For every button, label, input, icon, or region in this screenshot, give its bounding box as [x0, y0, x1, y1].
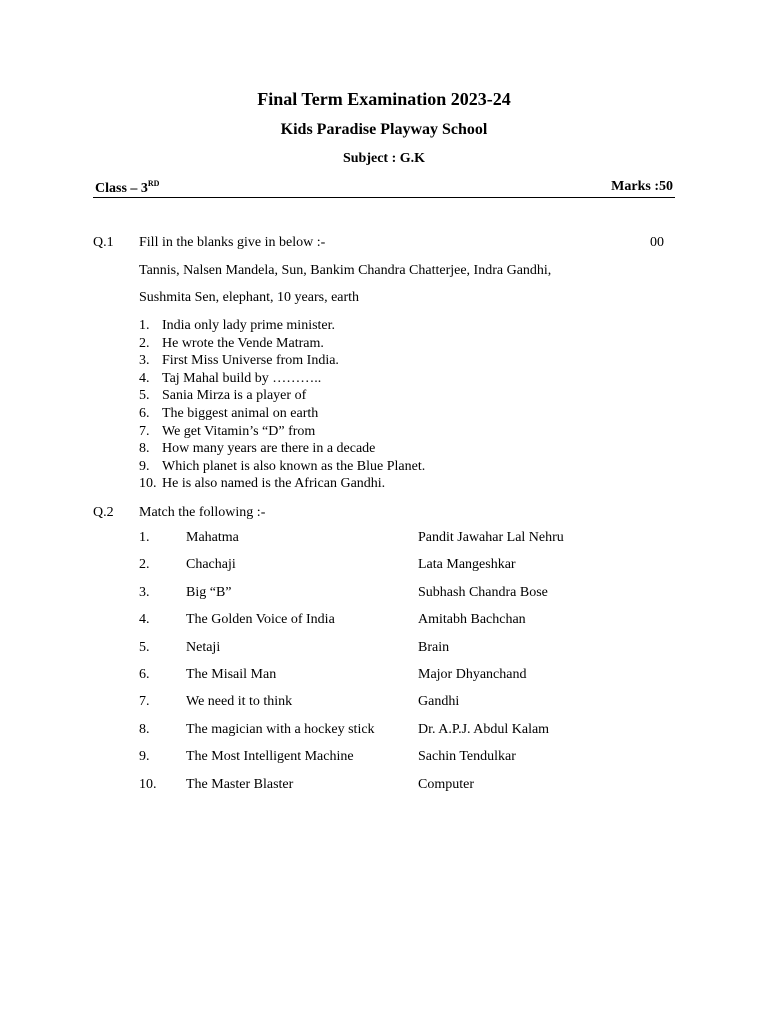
- match-right: Lata Mangeshkar: [418, 557, 516, 573]
- row-number: 1.: [139, 530, 150, 545]
- q1-number: Q.1: [93, 235, 114, 250]
- match-right: Amitabh Bachchan: [418, 612, 526, 628]
- match-left: The Misail Man: [186, 666, 277, 682]
- item-number: 10.: [139, 476, 157, 492]
- list-item: [139, 458, 425, 476]
- list-item: [139, 475, 425, 493]
- class-text: Class – 3: [95, 181, 148, 196]
- match-left: The magician with a hockey stick: [186, 721, 375, 737]
- exam-title: Final Term Examination 2023-24: [257, 89, 511, 109]
- q2-number: Q.2: [93, 505, 114, 520]
- row-number: 6.: [139, 666, 150, 682]
- item-number: 9.: [139, 458, 150, 474]
- item-number: 3.: [139, 353, 150, 369]
- item-text: India only lady prime minister.: [162, 318, 336, 333]
- q1-blank-list: [139, 317, 425, 493]
- item-text: The biggest animal on earth: [162, 405, 319, 421]
- row-number: 10.: [139, 776, 157, 792]
- item-number: 8.: [139, 441, 150, 457]
- q1-instruction: Fill in the blanks give in below :-: [139, 235, 326, 250]
- match-right: Dr. A.P.J. Abdul Kalam: [418, 721, 550, 737]
- total-marks: Marks :50: [611, 179, 673, 194]
- match-right: Major Dhyanchand: [418, 666, 527, 682]
- q1-word-bank-line-1: Tannis, Nalsen Mandela, Sun, Bankim Chandra Chatterjee, Indra Gandhi,: [139, 263, 552, 278]
- match-left: Mahatma: [186, 530, 239, 545]
- match-left: The Master Blaster: [186, 776, 294, 792]
- row-number: 4.: [139, 612, 150, 628]
- school-name: Kids Paradise Playway School: [280, 121, 488, 138]
- match-right: Subhash Chandra Bose: [418, 584, 548, 600]
- item-text: How many years are there in a decade: [162, 441, 376, 457]
- match-left: We need it to think: [186, 694, 293, 710]
- match-left: The Most Intelligent Machine: [186, 749, 354, 765]
- item-text: He is also named is the African Gandhi.: [162, 476, 386, 492]
- list-item: [139, 387, 425, 405]
- match-left: Netaji: [186, 639, 221, 655]
- list-item: [139, 423, 425, 441]
- row-number: 7.: [139, 694, 150, 710]
- list-item: [139, 335, 425, 353]
- item-text: Which planet is also known as the Blue Planet.: [162, 458, 426, 474]
- item-number: 2.: [139, 335, 150, 351]
- row-number: 2.: [139, 557, 150, 573]
- list-item: [139, 440, 425, 458]
- list-item: [139, 317, 425, 335]
- row-number: 9.: [139, 749, 150, 765]
- list-item: [139, 352, 425, 370]
- list-item: [139, 370, 425, 388]
- match-right: Computer: [418, 776, 474, 792]
- header-divider: [93, 197, 675, 198]
- match-left: Chachaji: [186, 557, 236, 573]
- item-text: First Miss Universe from India.: [162, 353, 339, 369]
- row-number: 8.: [139, 721, 150, 737]
- match-left: The Golden Voice of India: [186, 612, 335, 628]
- match-right: Brain: [418, 639, 450, 655]
- q1-marks: 00: [650, 235, 664, 250]
- item-text: We get Vitamin’s “D” from: [162, 423, 316, 439]
- row-number: 5.: [139, 639, 150, 655]
- item-number: 6.: [139, 405, 150, 421]
- q1-word-bank-line-2: Sushmita Sen, elephant, 10 years, earth: [139, 290, 360, 305]
- subject-label: Subject : G.K: [342, 151, 426, 166]
- match-right: Gandhi: [418, 694, 460, 710]
- item-number: 1.: [139, 318, 150, 333]
- item-text: Taj Mahal build by ………..: [162, 370, 322, 386]
- match-right: Sachin Tendulkar: [418, 749, 516, 765]
- list-item: [139, 405, 425, 423]
- item-text: Sania Mirza is a player of: [162, 388, 307, 404]
- match-right: Pandit Jawahar Lal Nehru: [418, 530, 564, 545]
- item-text: He wrote the Vende Matram.: [162, 335, 324, 351]
- match-left: Big “B”: [186, 584, 232, 600]
- class-superscript: RD: [147, 179, 160, 188]
- item-number: 5.: [139, 388, 150, 404]
- class-label: [95, 179, 159, 197]
- item-number: 7.: [139, 423, 150, 439]
- item-number: 4.: [139, 370, 150, 386]
- row-number: 3.: [139, 584, 150, 600]
- q2-instruction: Match the following :-: [139, 505, 266, 520]
